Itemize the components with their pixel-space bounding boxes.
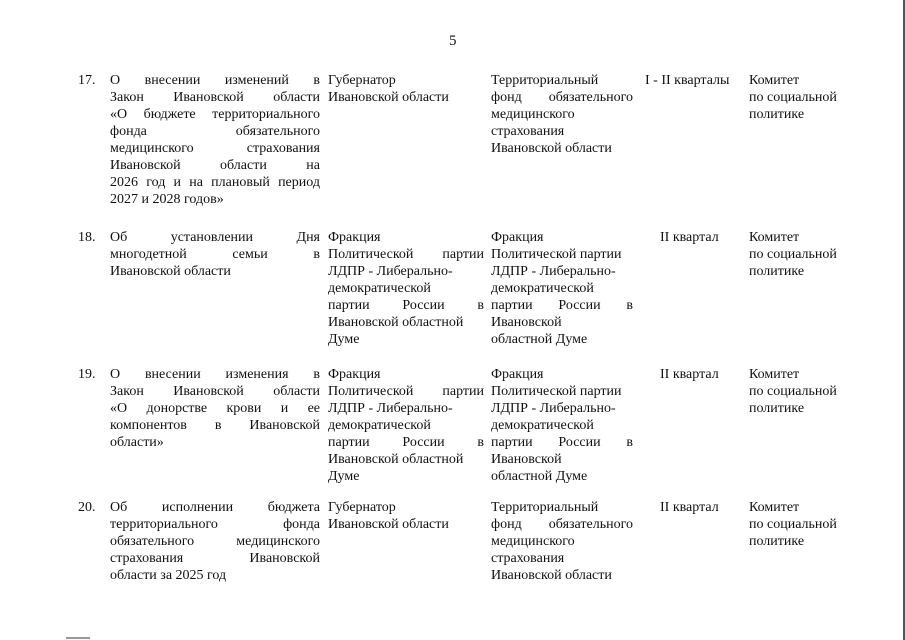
committee-line: по социальной bbox=[749, 90, 837, 105]
initiator-line: Думе bbox=[328, 332, 360, 347]
bill-title-line: «О бюджете территориального bbox=[110, 107, 320, 122]
initiator-line: партии России в bbox=[328, 298, 484, 313]
responsible-body-line: фонд обязательного bbox=[491, 517, 633, 532]
responsible-body bbox=[491, 72, 633, 157]
initiator-line: демократической bbox=[328, 281, 431, 296]
bill-title-line: медицинского страхования bbox=[110, 141, 320, 156]
bill-title-line: Ивановской области на bbox=[110, 158, 320, 173]
responsible-body-line: Ивановской области bbox=[491, 141, 612, 156]
period: II квартал bbox=[660, 367, 719, 382]
responsible-body bbox=[491, 499, 633, 584]
responsible-body-line: Политической партии bbox=[491, 247, 622, 262]
responsible-body-line: партии России в bbox=[491, 298, 633, 313]
initiator-line: демократической bbox=[328, 418, 431, 433]
responsible-body-line: медицинского bbox=[491, 107, 575, 122]
bill-title-line: «О донорстве крови и ее bbox=[110, 401, 320, 416]
committee-line: по социальной bbox=[749, 517, 837, 532]
responsible-body-line: демократической bbox=[491, 418, 594, 433]
responsible-body-line: областной Думе bbox=[491, 469, 588, 484]
bill-title-line: О внесении изменения в bbox=[110, 367, 320, 382]
responsible-body-line: Ивановской bbox=[491, 315, 562, 330]
responsible-body-line: Территориальный bbox=[491, 500, 599, 515]
bill-title-line: фонда обязательного bbox=[110, 124, 320, 139]
page-number: 5 bbox=[449, 33, 457, 49]
initiator-line: партии России в bbox=[328, 435, 484, 450]
committee-line: Комитет bbox=[749, 500, 800, 515]
bill-title-line: 2027 и 2028 годов» bbox=[110, 192, 224, 207]
bill-title-line: Об исполнении бюджета bbox=[110, 500, 320, 515]
row-number: 17. bbox=[78, 73, 96, 88]
initiator-line: ЛДПР - Либерально- bbox=[328, 264, 453, 279]
committee bbox=[749, 72, 849, 123]
bill-title-line: области» bbox=[110, 435, 164, 450]
period: II квартал bbox=[660, 500, 719, 515]
initiator-line: Политической партии bbox=[328, 247, 484, 262]
committee-line: Комитет bbox=[749, 73, 800, 88]
period: II квартал bbox=[660, 230, 719, 245]
initiator-line: ЛДПР - Либерально- bbox=[328, 401, 453, 416]
committee-line: политике bbox=[749, 264, 805, 279]
responsible-body-line: ЛДПР - Либерально- bbox=[491, 401, 616, 416]
committee-line: Комитет bbox=[749, 230, 800, 245]
committee-line: политике bbox=[749, 401, 805, 416]
row-number: 19. bbox=[78, 367, 96, 382]
bill-title-line: области за 2025 год bbox=[110, 568, 227, 583]
initiator-line: Губернатор bbox=[328, 500, 396, 515]
initiator-line: Губернатор bbox=[328, 73, 396, 88]
committee bbox=[749, 229, 849, 280]
row-number: 20. bbox=[78, 500, 96, 515]
committee-line: политике bbox=[749, 107, 805, 122]
bill-title-line: 2026 год и на плановый период bbox=[110, 175, 320, 190]
bill-title-line: многодетной семьи в bbox=[110, 247, 320, 262]
responsible-body-line: Политической партии bbox=[491, 384, 622, 399]
committee-line: Комитет bbox=[749, 367, 800, 382]
bill-title-line: территориального фонда bbox=[110, 517, 320, 532]
responsible-body-line: ЛДПР - Либерально- bbox=[491, 264, 616, 279]
committee bbox=[749, 499, 849, 550]
bill-title-line: компонентов в Ивановской bbox=[110, 418, 320, 433]
bill-title-line: обязательного медицинского bbox=[110, 534, 320, 549]
bill-title-line: Об установлении Дня bbox=[110, 230, 320, 245]
initiator-line: Думе bbox=[328, 469, 360, 484]
bill-title bbox=[110, 499, 320, 584]
committee-line: по социальной bbox=[749, 384, 837, 399]
responsible-body-line: Ивановской области bbox=[491, 568, 612, 583]
footer-mark bbox=[66, 637, 90, 639]
responsible-body-line: демократической bbox=[491, 281, 594, 296]
period: I - II кварталы bbox=[645, 73, 730, 88]
initiator bbox=[328, 229, 484, 348]
bill-title-line: страхования Ивановской bbox=[110, 551, 320, 566]
bill-title bbox=[110, 72, 320, 208]
initiator-line: Фракция bbox=[328, 367, 381, 382]
initiator-line: Фракция bbox=[328, 230, 381, 245]
committee-line: политике bbox=[749, 534, 805, 549]
bill-title-line: Закон Ивановской области bbox=[110, 90, 320, 105]
responsible-body-line: областной Думе bbox=[491, 332, 588, 347]
initiator-line: Ивановской области bbox=[328, 90, 449, 105]
bill-title bbox=[110, 366, 320, 451]
initiator-line: Ивановской областной bbox=[328, 315, 464, 330]
responsible-body-line: Территориальный bbox=[491, 73, 599, 88]
initiator-line: Ивановской области bbox=[328, 517, 449, 532]
responsible-body-line: Ивановской bbox=[491, 452, 562, 467]
responsible-body-line: страхования bbox=[491, 124, 565, 139]
row-number: 18. bbox=[78, 230, 96, 245]
bill-title bbox=[110, 229, 320, 280]
initiator bbox=[328, 72, 484, 106]
responsible-body-line: медицинского bbox=[491, 534, 575, 549]
bill-title-line: О внесении изменений в bbox=[110, 73, 320, 88]
bill-title-line: Ивановской области bbox=[110, 264, 231, 279]
committee bbox=[749, 366, 849, 417]
responsible-body-line: страхования bbox=[491, 551, 565, 566]
bill-title-line: Закон Ивановской области bbox=[110, 384, 320, 399]
responsible-body-line: партии России в bbox=[491, 435, 633, 450]
initiator bbox=[328, 499, 484, 533]
initiator bbox=[328, 366, 484, 485]
responsible-body bbox=[491, 366, 633, 485]
responsible-body-line: Фракция bbox=[491, 230, 544, 245]
initiator-line: Ивановской областной bbox=[328, 452, 464, 467]
committee-line: по социальной bbox=[749, 247, 837, 262]
initiator-line: Политической партии bbox=[328, 384, 484, 399]
responsible-body bbox=[491, 229, 633, 348]
responsible-body-line: Фракция bbox=[491, 367, 544, 382]
responsible-body-line: фонд обязательного bbox=[491, 90, 633, 105]
